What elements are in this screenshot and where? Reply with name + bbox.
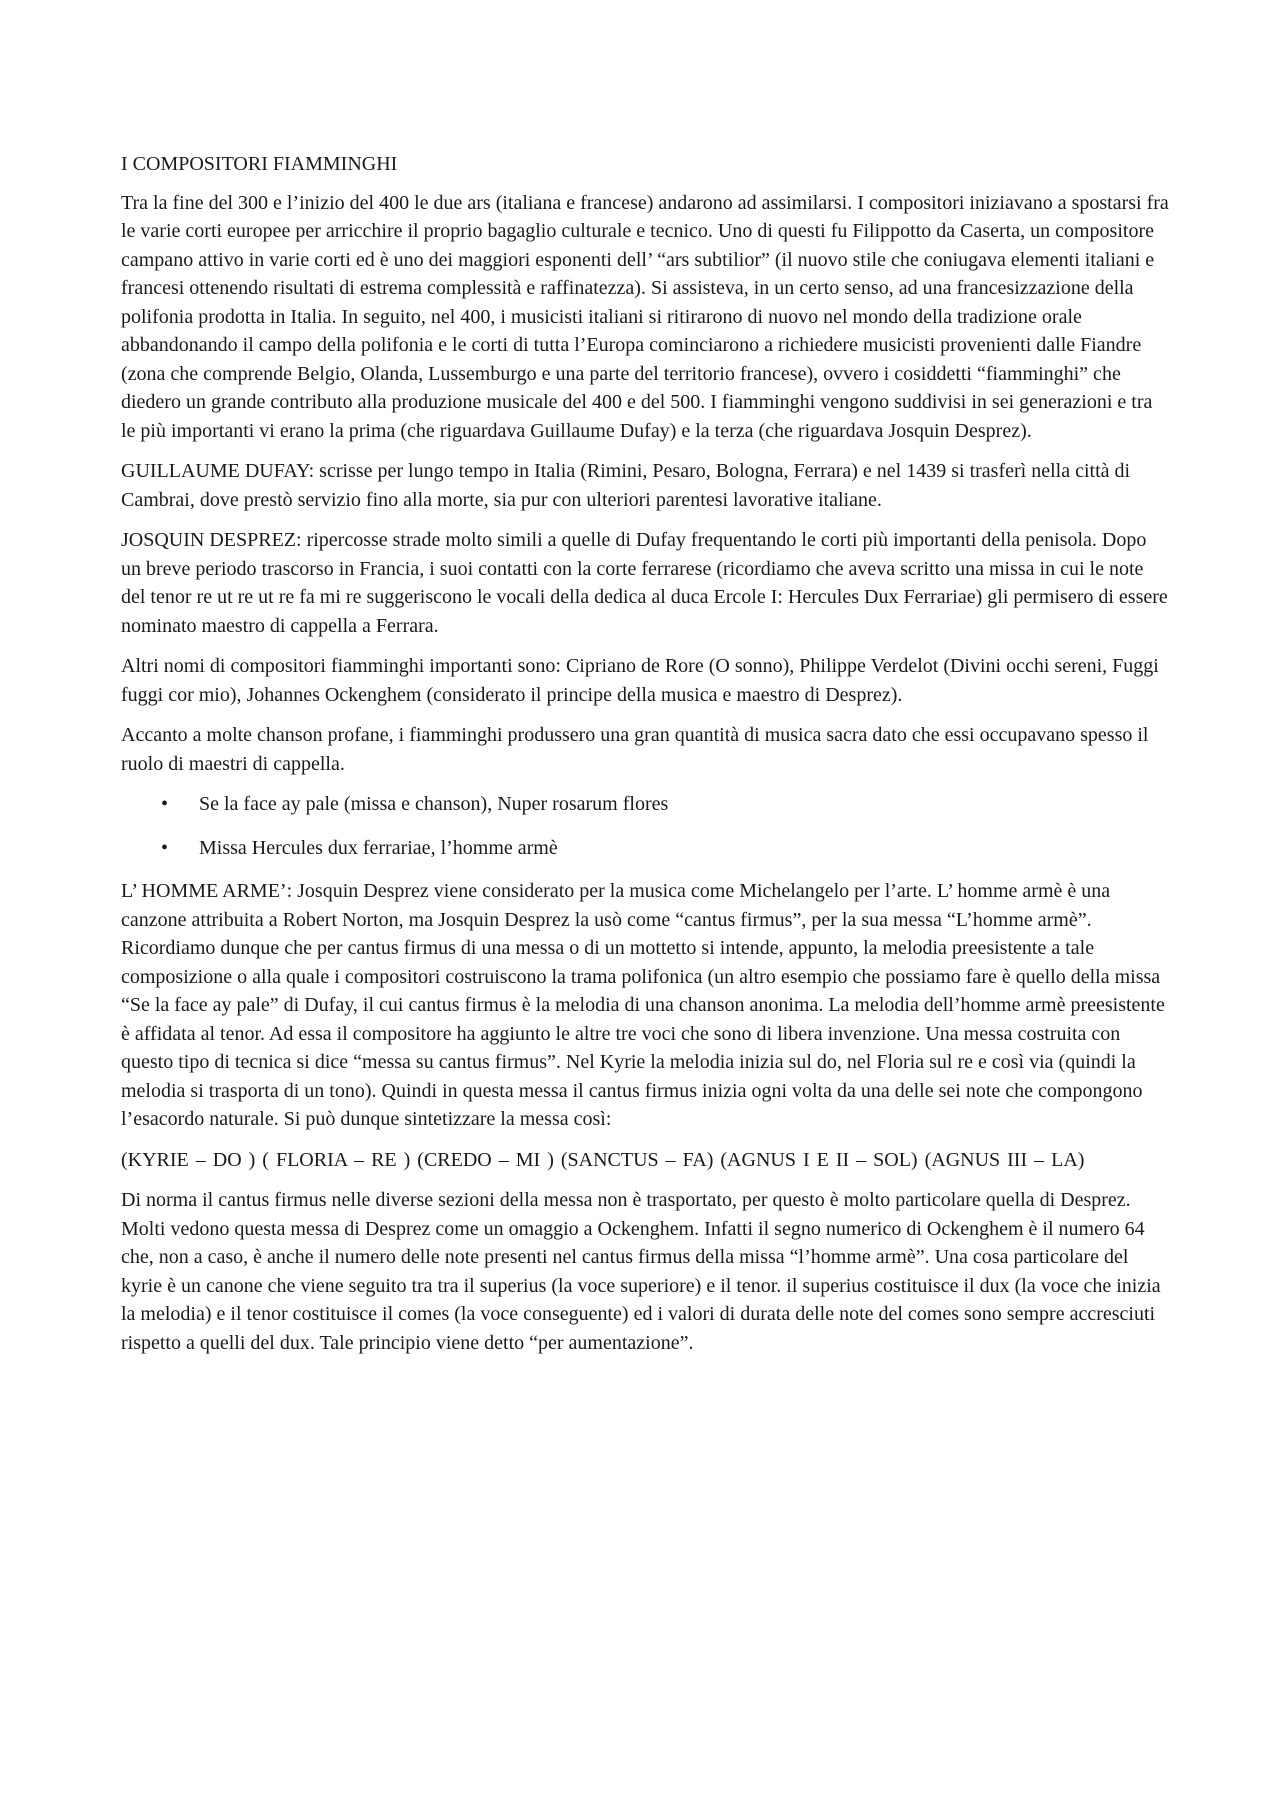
document-title: I COMPOSITORI FIAMMINGHI xyxy=(121,153,398,175)
paragraph-desprez: JOSQUIN DESPREZ: ripercosse strade molto simili a quelle di Dufay frequentando le corti più importanti della penisola. Dopo un breve periodo trascorso in Francia, i suoi contatti con la corte ferrarese (ricordiamo che aveva scritto una missa in cui le note del tenor re ut re ut re fa mi re suggeriscono le vocali della dedica al duca Ercole I: Hercules Dux Ferrariae) gli permisero di essere nominato maestro di cappella a Ferrara. xyxy=(121,529,1168,637)
list-item xyxy=(121,834,1169,863)
list-item-text: Se la face ay pale (missa e chanson), Nuper rosarum flores xyxy=(199,793,669,815)
bullet-icon: • xyxy=(161,793,169,815)
paragraph-other-composers: Altri nomi di compositori fiamminghi importanti sono: Cipriano de Rore (O sonno), Philippe Verdelot (Divini occhi sereni, Fuggi fuggi cor mio), Johannes Ockenghem (considerato il principe della musica e maestro di Desprez). xyxy=(121,655,1159,706)
paragraph-dufay: GUILLAUME DUFAY: scrisse per lungo tempo in Italia (Rimini, Pesaro, Bologna, Ferrara) e nel 1439 si trasferì nella città di Cambrai, dove prestò servizio fino alla morte, sia pur con ulteriori parentesi lavorative italiane. xyxy=(121,460,1131,511)
mass-sections-line: (KYRIE – DO ) ( FLORIA – RE ) (CREDO – MI ) (SANCTUS – FA) (AGNUS I E II – SOL) (AGNUS III – LA) xyxy=(121,1148,1085,1171)
paragraph-sacred-music: Accanto a molte chanson profane, i fiamminghi produssero una gran quantità di musica sacra dato che essi occupavano spesso il ruolo di maestri di cappella. xyxy=(121,724,1149,775)
document-page xyxy=(121,150,1169,1369)
paragraph-homme-arme: L’ HOMME ARME’: Josquin Desprez viene considerato per la musica come Michelangelo per l’arte. L’ homme armè è una canzone attribuita a Robert Norton, ma Josquin Desprez la usò come “cantus firmus”, per la sua messa “L’homme armè”. Ricordiamo dunque che per cantus firmus di una messa o di un mottetto si intende, appunto, la melodia preesistente a tale composizione o alla quale i compositori costruiscono la trama polifonica (un altro esempio che possiamo fare è quello della missa “Se la face ay pale” di Dufay, il cui cantus firmus è la melodia di una chanson anonima. La melodia dell’homme armè preesistente è affidata al tenor. Ad essa il compositore ha aggiunto le altre tre voci che sono di libera invenzione. Una messa costruita con questo tipo di tecnica si dice “messa su cantus firmus”. Nel Kyrie la melodia inizia sul do, nel Floria sul re e così via (quindi la melodia si trasporta di un tono). Quindi in questa messa il cantus firmus inizia ogni volta da una delle sei note che compongono l’esacordo naturale. Si può dunque sintetizzare la messa così: xyxy=(121,880,1165,1130)
paragraph-closing: Di norma il cantus firmus nelle diverse sezioni della messa non è trasportato, per questo è molto particolare quella di Desprez. Molti vedono questa messa di Desprez come un omaggio a Ockenghem. Infatti il segno numerico di Ockenghem è il numero 64 che, non a caso, è anche il numero delle note presenti nel cantus firmus della missa “l’homme armè”. Una cosa particolare del kyrie è un canone che viene seguito tra tra il superius (la voce superiore) e il tenor. il superius costituisce il dux (la voce che inizia la melodia) e il tenor costituisce il comes (la voce conseguente) ed i valori di durata delle note del comes sono sempre accresciuti rispetto a quelli del dux. Tale principio viene detto “per aumentazione”. xyxy=(121,1189,1161,1354)
list-item xyxy=(121,790,1169,819)
bullet-icon: • xyxy=(161,836,169,859)
list-item-text: Missa Hercules dux ferrariae, l’homme armè xyxy=(199,836,558,859)
works-list xyxy=(121,790,1169,862)
paragraph-intro: Tra la fine del 300 e l’inizio del 400 le due ars (italiana e francese) andarono ad assimilarsi. I compositori iniziavano a spostarsi fra le varie corti europee per arricchire il proprio bagaglio culturale e tecnico. Uno di questi fu Filippotto da Caserta, un compositore campano attivo in varie corti ed è uno dei maggiori esponenti dell’ “ars subtilior” (il nuovo stile che coniugava elementi italiani e francesi ottenendo risultati di estrema complessità e raffinatezza). Si assisteva, in un certo senso, ad una francesizzazione della polifonia prodotta in Italia. In seguito, nel 400, i musicisti italiani si ritirarono di nuovo nel mondo della tradizione orale abbandonando il campo della polifonia e le corti di tutta l’Europa cominciarono a richiedere musicisti provenienti dalle Fiandre (zona che comprende Belgio, Olanda, Lussemburgo e una parte del territorio francese), ovvero i cosiddetti “fiamminghi” che diedero un grande contributo alla produzione musicale del 400 e del 500. I fiamminghi vengono suddivisi in sei generazioni e tra le più importanti vi erano la prima (che riguardava Guillaume Dufay) e la terza (che riguardava Josquin Desprez). xyxy=(121,191,1169,442)
